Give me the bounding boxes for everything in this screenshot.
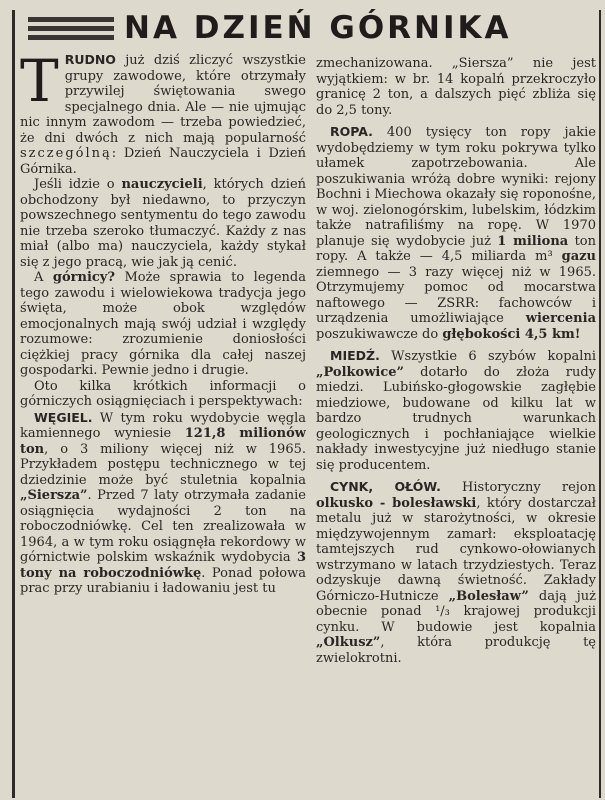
zinc-lead-paragraph: CYNK, OŁÓW. Historyczny rejon olkusko - bolesławski, który dostarczał metalu już w starożytności, w okresie międzywojennym zamarł: eksploatację tamtejszych rud cynkowo-ołowianych wstrzymano w latach trzydziestych. Teraz odzyskuje dawną świetność. Zakłady Górniczo-Hutnicze „Bolesław” dają już obecnie ponad ¹/₃ krajowej produkcji cynku. W budowie jest kopalnia „Olkusz”, która produkcję tę zwielokrotni. [316, 479, 596, 666]
copper-paragraph: MIEDŹ. Wszystkie 6 szybów kopalni „Polkowice” dotarło do złoża rudy miedzi. Lubińsko-głogowskie zagłębie miedziowe, budowane od kilku lat w bardzo trudnych warunkach geologicznych i pochłaniające wielkie nakłady inwestycyjne już niedługo stanie się producentem. [316, 348, 596, 473]
miners-paragraph: A górnicy? Może sprawia to legenda tego zawodu i wielowiekowa tradycja jego święta, może obok względów emocjonalnych mają swój udział i względy rozumowe: zrozumienie doniosłości ciężkiej pracy górnika dla całej naszej gospodarki. Pewnie jedno i drugie. [20, 270, 306, 378]
intro-paragraph: TRUDNO już dziś zliczyć wszystkie grupy zawodowe, które otrzymały przywilej świętowania swego specjalnego dnia. Ale — nie ujmując nic innym zawodom — trzeba powiedzieć, że dni dwóch z nich mają popularność szczególną: Dzień Nauczyciela i Dzień Górnika. [20, 52, 306, 177]
right-column [316, 56, 596, 798]
headline-title: NA DZIEŃ GÓRNIKA [124, 10, 512, 46]
siersza-continuation-paragraph: zmechanizowana. „Siersza” nie jest wyjątkiem: w br. 14 kopalń przekroczyło granicę 2 ton, a dalszych pięć zbliża się do 2,5 tony. [316, 56, 596, 118]
left-column [20, 52, 306, 794]
right-edge-rule [599, 10, 601, 798]
left-column-rule [12, 10, 15, 798]
drop-cap: T [20, 52, 59, 115]
info-intro-paragraph: Oto kilka krótkich informacji o górniczych osiągnięciach i perspektywach: [20, 378, 306, 409]
headline-bar [28, 6, 598, 50]
headline-decorative-bars [28, 17, 114, 40]
oil-paragraph: ROPA. 400 tysięcy ton ropy jakie wydobędziemy w tym roku pokrywa tylko ułamek zapotrzebowania. Ale poszukiwania wróżą dobre wyniki: rejony Bochni i Miechowa okazały się roponośne, w woj. zielonogórskim, lubelskim, łódzkim także natrafiliśmy na ropę. W 1970 planuje się wydobycie już 1 miliona ton ropy. A także — 4,5 miliarda m³ gazu ziemnego — 3 razy więcej niż w 1965. Otrzymujemy pomoc od mocarstwa naftowego — ZSRR: fachowców i urządzenia umożliwiające wiercenia poszukiwawcze do głębokości 4,5 km! [316, 124, 596, 342]
teachers-paragraph: Jeśli idzie o nauczycieli, których dzień obchodzony był niedawno, to przyczyn powszechnego sentymentu do tego zawodu nie trzeba szeroko tłumaczyć. Każdy z nas miał (albo ma) nauczyciela, każdy stykał się z jego pracą, wie jak ją cenić. [20, 177, 306, 270]
coal-paragraph: WĘGIEL. W tym roku wydobycie węgla kamiennego wyniesie 121,8 milionów ton, o 3 miliony więcej niż w 1965. Przykładem postępu technicznego w tej dziedzinie może być stuletnia kopalnia „Siersza”. Przed 7 laty otrzymała zadanie osiągnięcia wydajności 2 ton na roboczodniówkę. Cel ten zrealizowała w 1964, a w tym roku osiągnęła rekordowy w górnictwie polskim wskaźnik wydobycia 3 tony na roboczodniówkę. Ponad połowa prac przy urabianiu i ładowaniu jest tu [20, 409, 306, 596]
